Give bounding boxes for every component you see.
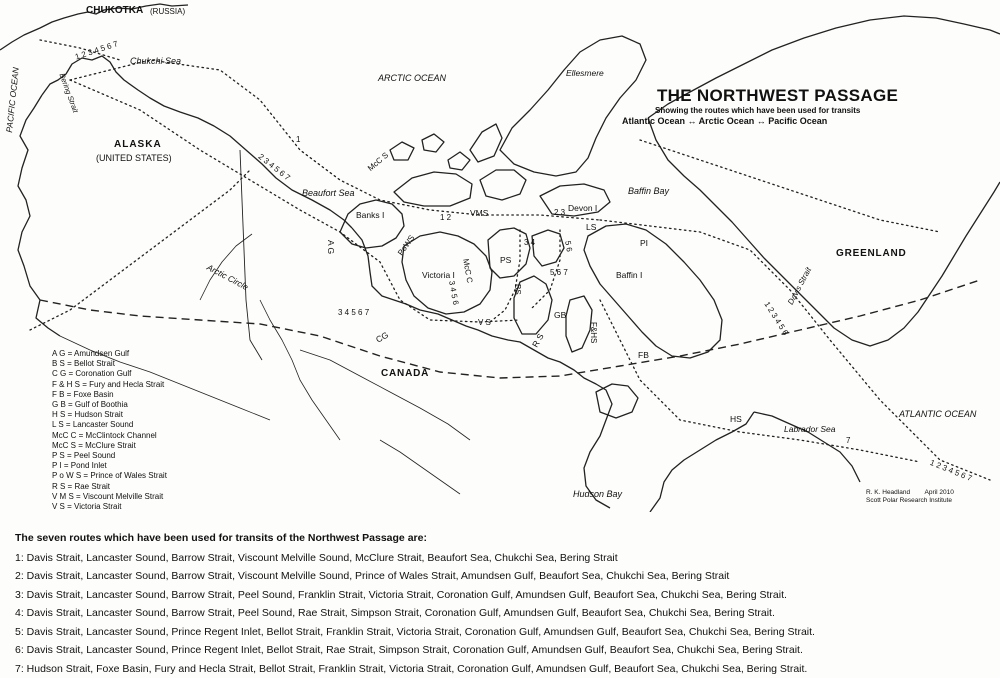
legend-item: F & H S = Fury and Hecla Strait bbox=[52, 379, 165, 389]
label-baffin-island: Baffin I bbox=[616, 270, 643, 280]
label-devon-island: Devon I bbox=[568, 203, 598, 213]
mark-ls: LS bbox=[586, 222, 597, 232]
mark-cg: CG bbox=[374, 329, 391, 345]
legend-item: A G = Amundsen Gulf bbox=[52, 349, 130, 358]
route-item: 7: Hudson Strait, Foxe Basin, Fury and Hecla Strait, Bellot Strait, Franklin Strait, Victoria Strait, Coronation Gulf, Amundsen Gulf, Beaufort Sea, Chukchi Sea, Bering Strait. bbox=[15, 662, 808, 675]
mark-fhs: F&HS bbox=[589, 322, 598, 344]
map-credit bbox=[866, 489, 954, 505]
legend-item: P S = Peel Sound bbox=[52, 451, 116, 461]
legend-item: L S = Lancaster Sound bbox=[52, 420, 134, 430]
label-chukchi-sea: Chukchi Sea bbox=[130, 56, 182, 66]
mark-ps: PS bbox=[500, 255, 512, 265]
label-ellesmere: Ellesmere bbox=[566, 68, 604, 78]
legend-item: C G = Coronation Gulf bbox=[52, 369, 132, 379]
label-greenland: GREENLAND bbox=[836, 248, 907, 259]
legend-item: G B = Gulf of Boothia bbox=[52, 400, 128, 410]
label-hudson-bay: Hudson Bay bbox=[573, 489, 623, 499]
route-numbers-top-left: 1 2 3 4 5 6 7 bbox=[74, 39, 120, 62]
label-chukotka: CHUKOTKA bbox=[86, 5, 144, 16]
route-numbers-3-4-5-6: 3 4 5 6 bbox=[447, 280, 461, 306]
route-numbers-3-4: 3 4 bbox=[524, 238, 536, 247]
mark-rs: R S bbox=[530, 331, 546, 349]
mark-pi: PI bbox=[640, 238, 649, 248]
route-item: 5: Davis Strait, Lancaster Sound, Prince Regent Inlet, Bellot Strait, Franklin Strait, Victoria Strait, Coronation Gulf, Amundsen Gulf, Beaufort Sea, Chukchi Sea, Bering Strait. bbox=[15, 625, 815, 638]
credit-author: R. K. Headland bbox=[866, 489, 911, 496]
label-atlantic-ocean: ATLANTIC OCEAN bbox=[899, 409, 977, 419]
label-bering-strait: Bering Strait bbox=[57, 72, 81, 114]
label-labrador-sea: Labrador Sea bbox=[784, 424, 836, 434]
label-united-states: (UNITED STATES) bbox=[96, 153, 172, 163]
label-pacific-ocean: PACIFIC OCEAN bbox=[4, 66, 21, 134]
route-numbers-2-7: 2 3 4 5 6 7 bbox=[256, 152, 292, 183]
route-number-1: 1 bbox=[296, 135, 301, 144]
route-item: 4: Davis Strait, Lancaster Sound, Barrow Strait, Peel Sound, Rae Strait, Simpson Strait, Coronation Gulf, Amundsen Gulf, Beaufort Sea, Chukchi Sea, Bering Strait. bbox=[15, 607, 775, 619]
route-item: 1: Davis Strait, Lancaster Sound, Barrow Strait, Viscount Melville Sound, McClure Strait, Beaufort Sea, Chukchi Sea, Bering Strait bbox=[15, 551, 618, 564]
route-item: 3: Davis Strait, Lancaster Sound, Barrow Strait, Peel Sound, Franklin Strait, Victoria Strait, Coronation Gulf, Amundsen Gulf, Beaufort Sea, Chukchi Sea, Bering Strait. bbox=[15, 588, 787, 601]
mark-mccc: McC C bbox=[461, 258, 475, 284]
label-davis-strait: Davis Strait bbox=[786, 265, 814, 307]
mark-mccs: McC S bbox=[366, 150, 391, 173]
label-beaufort-sea: Beaufort Sea bbox=[302, 188, 355, 198]
route-item: 2: Davis Strait, Lancaster Sound, Barrow Strait, Viscount Melville Sound, Prince of Wales Strait, Amundsen Gulf, Beaufort Sea, Chukchi Sea, Bering Strait bbox=[15, 570, 730, 582]
route-numbers-5-6: 5 6 bbox=[563, 240, 574, 253]
legend-item: McC C = McClintock Channel bbox=[52, 430, 157, 440]
legend-item: P o W S = Prince of Wales Strait bbox=[52, 471, 167, 481]
label-arctic-circle: Arctic Circle bbox=[205, 262, 251, 293]
legend-item: McC S = McClure Strait bbox=[52, 440, 136, 450]
legend-item: B S = Bellot Strait bbox=[52, 359, 115, 369]
route-numbers-2-3: 2 3 bbox=[554, 208, 566, 217]
mark-gb: GB bbox=[554, 310, 567, 320]
route-number-7: 7 bbox=[846, 436, 851, 445]
route-numbers-5-6-7: 5 6 7 bbox=[550, 268, 568, 277]
credit-date: April 2010 bbox=[924, 489, 954, 496]
map-subtitle-oceans: Atlantic Ocean ↔ Arctic Ocean ↔ Pacific Ocean bbox=[622, 116, 828, 126]
map-legend bbox=[52, 349, 167, 512]
map-subtitle: Showing the routes which have been used for transits bbox=[655, 106, 861, 115]
label-arctic-ocean: ARCTIC OCEAN bbox=[378, 73, 447, 83]
label-russia: (RUSSIA) bbox=[150, 7, 186, 16]
label-banks-island: Banks I bbox=[356, 210, 385, 220]
routes-heading: The seven routes which have been used for transits of the Northwest Passage are: bbox=[15, 532, 427, 544]
route-numbers-1-6: 1 2 3 4 5 6 bbox=[762, 300, 791, 337]
mark-vs: V S bbox=[478, 318, 491, 327]
mark-ag: A G bbox=[326, 240, 336, 255]
mark-vms: VMS bbox=[470, 208, 489, 218]
mark-bs: BS bbox=[513, 284, 522, 295]
legend-item: V S = Victoria Strait bbox=[52, 502, 122, 512]
mark-hs: HS bbox=[730, 414, 742, 424]
legend-item: F B = Foxe Basin bbox=[52, 389, 114, 399]
legend-item: R S = Rae Strait bbox=[52, 481, 111, 491]
route-numbers-3-4-5-6-7: 3 4 5 6 7 bbox=[338, 308, 370, 317]
credit-institute: Scott Polar Research Institute bbox=[866, 497, 952, 504]
route-item: 6: Davis Strait, Lancaster Sound, Prince Regent Inlet, Bellot Strait, Rae Strait, Simpson Strait, Coronation Gulf, Amundsen Gulf, Beaufort Sea, Chukchi Sea, Bering Strait. bbox=[15, 644, 803, 656]
map-title: THE NORTHWEST PASSAGE bbox=[657, 86, 899, 105]
route-numbers-1-2: 1 2 bbox=[440, 213, 452, 222]
legend-item: H S = Hudson Strait bbox=[52, 410, 123, 420]
mark-pows: PoWS bbox=[396, 233, 417, 258]
legend-item: V M S = Viscount Melville Strait bbox=[52, 491, 164, 501]
route-numbers-bottom-right: 1 2 3 4 5 6 7 bbox=[928, 458, 974, 484]
mark-fb: FB bbox=[638, 350, 649, 360]
label-victoria-island: Victoria I bbox=[422, 270, 455, 280]
legend-item: P I = Pond Inlet bbox=[52, 461, 107, 471]
label-baffin-bay: Baffin Bay bbox=[628, 186, 670, 196]
label-alaska: ALASKA bbox=[114, 139, 162, 150]
label-canada: CANADA bbox=[381, 368, 430, 379]
routes-list bbox=[15, 529, 815, 678]
